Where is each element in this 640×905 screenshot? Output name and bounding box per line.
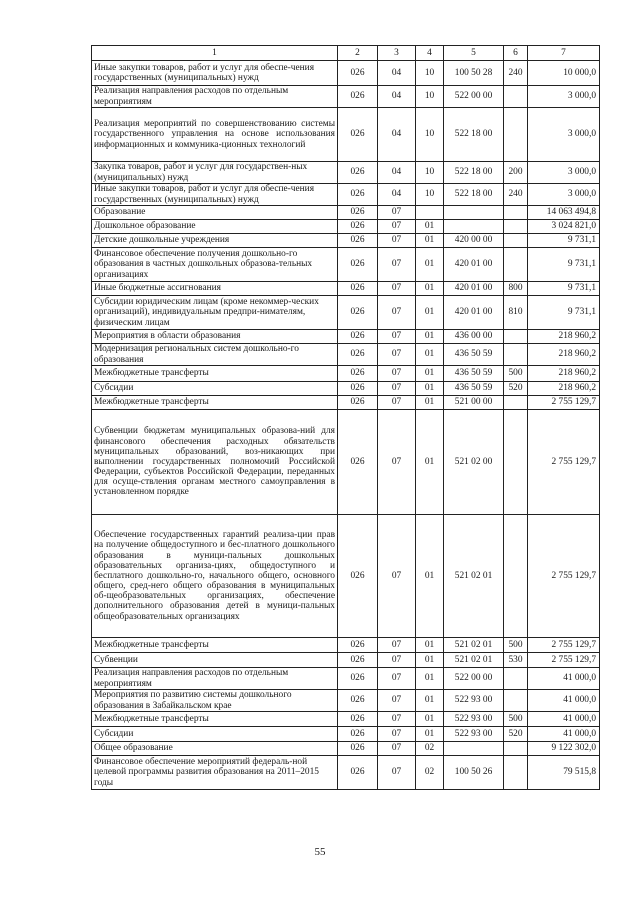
row-c3-cell: 07 <box>378 330 416 344</box>
row-name-cell: Реализация направления расходов по отдельным мероприятиям <box>92 668 338 690</box>
row-c7-cell: 218 960,2 <box>528 382 600 396</box>
table-row <box>92 330 600 344</box>
table-row <box>92 108 600 162</box>
row-c7-cell: 2 755 129,7 <box>528 638 600 653</box>
row-c6-cell <box>504 248 528 282</box>
row-c2-cell: 026 <box>338 638 378 653</box>
table-row <box>92 727 600 742</box>
row-c4-cell: 02 <box>416 742 444 756</box>
row-name-cell: Межбюджетные трансферты <box>92 712 338 727</box>
table-row <box>92 756 600 790</box>
column-header: 1 <box>92 46 338 61</box>
document-page <box>91 45 599 790</box>
table-row <box>92 515 600 638</box>
row-name-cell: Мероприятия по развитию системы дошкольного образования в Забайкальском крае <box>92 690 338 712</box>
row-c6-cell <box>504 410 528 515</box>
row-name-cell: Иные закупки товаров, работ и услуг для обеспе-чения государственных (муниципальных) нужд <box>92 184 338 206</box>
row-c7-cell: 9 122 302,0 <box>528 742 600 756</box>
row-name-cell: Финансовое обеспечение получения дошкольно-го образования в частных дошкольных образова-тельных организациях <box>92 248 338 282</box>
row-c7-cell: 2 755 129,7 <box>528 410 600 515</box>
row-name-cell: Закупка товаров, работ и услуг для государствен-ных (муниципальных) нужд <box>92 162 338 184</box>
column-header: 2 <box>338 46 378 61</box>
row-c5-cell: 100 50 26 <box>444 756 504 790</box>
row-name-cell: Модернизация региональных систем дошкольно-го образования <box>92 344 338 366</box>
row-name-cell: Дошкольное образование <box>92 220 338 234</box>
table-row <box>92 638 600 653</box>
row-c5-cell: 420 01 00 <box>444 282 504 296</box>
row-c5-cell: 522 93 00 <box>444 712 504 727</box>
row-name-cell: Мероприятия в области образования <box>92 330 338 344</box>
row-c5-cell: 436 50 59 <box>444 344 504 366</box>
row-c5-cell: 436 00 00 <box>444 330 504 344</box>
row-c3-cell: 07 <box>378 756 416 790</box>
row-c4-cell <box>416 206 444 220</box>
row-c7-cell: 218 960,2 <box>528 366 600 382</box>
row-c2-cell: 026 <box>338 690 378 712</box>
table-row <box>92 366 600 382</box>
row-c5-cell: 521 02 01 <box>444 515 504 638</box>
row-c6-cell: 240 <box>504 184 528 206</box>
row-c6-cell <box>504 742 528 756</box>
row-c4-cell: 01 <box>416 296 444 330</box>
row-c5-cell: 521 02 01 <box>444 653 504 668</box>
table-row <box>92 184 600 206</box>
row-c7-cell: 41 000,0 <box>528 690 600 712</box>
row-c3-cell: 07 <box>378 382 416 396</box>
row-name-cell: Субвенции <box>92 653 338 668</box>
row-c2-cell: 026 <box>338 344 378 366</box>
row-c2-cell: 026 <box>338 727 378 742</box>
row-c3-cell: 07 <box>378 344 416 366</box>
row-c2-cell: 026 <box>338 234 378 248</box>
row-c3-cell: 07 <box>378 282 416 296</box>
row-c6-cell <box>504 234 528 248</box>
row-c5-cell: 522 93 00 <box>444 690 504 712</box>
table-row <box>92 410 600 515</box>
row-name-cell: Субсидии <box>92 727 338 742</box>
row-c3-cell: 07 <box>378 366 416 382</box>
row-c2-cell: 026 <box>338 108 378 162</box>
row-c5-cell: 522 00 00 <box>444 668 504 690</box>
column-header: 5 <box>444 46 504 61</box>
row-c6-cell: 240 <box>504 61 528 86</box>
row-c7-cell: 9 731,1 <box>528 296 600 330</box>
row-name-cell: Межбюджетные трансферты <box>92 638 338 653</box>
row-c4-cell: 01 <box>416 410 444 515</box>
row-c3-cell: 07 <box>378 668 416 690</box>
table-row <box>92 396 600 410</box>
row-c4-cell: 01 <box>416 344 444 366</box>
row-c4-cell: 01 <box>416 330 444 344</box>
row-c4-cell: 01 <box>416 727 444 742</box>
column-header: 6 <box>504 46 528 61</box>
row-name-cell: Иные закупки товаров, работ и услуг для обеспе-чения государственных (муниципальных) нужд <box>92 61 338 86</box>
table-row <box>92 712 600 727</box>
table-row <box>92 344 600 366</box>
table-row <box>92 162 600 184</box>
table-row <box>92 382 600 396</box>
row-c6-cell <box>504 86 528 108</box>
row-c5-cell <box>444 742 504 756</box>
row-c6-cell: 200 <box>504 162 528 184</box>
row-c5-cell: 521 02 00 <box>444 410 504 515</box>
row-c7-cell: 41 000,0 <box>528 668 600 690</box>
row-c5-cell: 436 50 59 <box>444 382 504 396</box>
row-c3-cell: 07 <box>378 638 416 653</box>
row-c7-cell: 3 000,0 <box>528 184 600 206</box>
row-c2-cell: 026 <box>338 756 378 790</box>
row-c3-cell: 07 <box>378 234 416 248</box>
row-c7-cell: 9 731,1 <box>528 282 600 296</box>
row-c2-cell: 026 <box>338 61 378 86</box>
row-c4-cell: 02 <box>416 756 444 790</box>
row-c4-cell: 10 <box>416 86 444 108</box>
row-c5-cell: 522 18 00 <box>444 162 504 184</box>
row-c2-cell: 026 <box>338 86 378 108</box>
row-c3-cell: 07 <box>378 653 416 668</box>
row-c2-cell: 026 <box>338 220 378 234</box>
row-name-cell: Финансовое обеспечение мероприятий федераль-ной целевой программы развития образования на 2011–2015 годы <box>92 756 338 790</box>
table-header-row <box>92 46 600 61</box>
row-c7-cell: 9 731,1 <box>528 234 600 248</box>
row-c2-cell: 026 <box>338 515 378 638</box>
row-c5-cell: 521 02 01 <box>444 638 504 653</box>
row-c3-cell: 07 <box>378 248 416 282</box>
row-name-cell: Субсидии юридическим лицам (кроме некоммер-ческих организаций), индивидуальным предпри-нимателям, физическим лицам <box>92 296 338 330</box>
table-row <box>92 86 600 108</box>
row-c5-cell <box>444 206 504 220</box>
row-c4-cell: 01 <box>416 396 444 410</box>
row-c6-cell: 520 <box>504 727 528 742</box>
row-c3-cell: 07 <box>378 712 416 727</box>
table-row <box>92 206 600 220</box>
row-c3-cell: 04 <box>378 162 416 184</box>
row-c2-cell: 026 <box>338 184 378 206</box>
row-c6-cell <box>504 668 528 690</box>
row-c2-cell: 026 <box>338 396 378 410</box>
row-c4-cell: 01 <box>416 668 444 690</box>
table-row <box>92 234 600 248</box>
column-header: 3 <box>378 46 416 61</box>
row-name-cell: Образование <box>92 206 338 220</box>
row-c6-cell <box>504 690 528 712</box>
row-c4-cell: 01 <box>416 712 444 727</box>
row-c4-cell: 01 <box>416 366 444 382</box>
row-c3-cell: 07 <box>378 690 416 712</box>
row-c7-cell: 2 755 129,7 <box>528 515 600 638</box>
table-row <box>92 61 600 86</box>
row-c5-cell: 522 00 00 <box>444 86 504 108</box>
row-c2-cell: 026 <box>338 282 378 296</box>
row-c6-cell <box>504 108 528 162</box>
row-name-cell: Иные бюджетные ассигнования <box>92 282 338 296</box>
row-c7-cell: 3 000,0 <box>528 162 600 184</box>
row-c5-cell: 522 18 00 <box>444 108 504 162</box>
row-c2-cell: 026 <box>338 653 378 668</box>
table-row <box>92 296 600 330</box>
row-c4-cell: 10 <box>416 184 444 206</box>
row-name-cell: Субсидии <box>92 382 338 396</box>
row-c2-cell: 026 <box>338 668 378 690</box>
row-name-cell: Межбюджетные трансферты <box>92 396 338 410</box>
column-header: 4 <box>416 46 444 61</box>
row-c2-cell: 026 <box>338 712 378 727</box>
row-c3-cell: 07 <box>378 296 416 330</box>
row-c7-cell: 14 063 494,8 <box>528 206 600 220</box>
row-c7-cell: 2 755 129,7 <box>528 653 600 668</box>
row-c3-cell: 07 <box>378 410 416 515</box>
table-row <box>92 220 600 234</box>
row-c3-cell: 07 <box>378 220 416 234</box>
row-c2-cell: 026 <box>338 366 378 382</box>
row-c2-cell: 026 <box>338 206 378 220</box>
row-c4-cell: 01 <box>416 234 444 248</box>
row-c5-cell <box>444 220 504 234</box>
row-c5-cell: 420 01 00 <box>444 248 504 282</box>
row-name-cell: Обеспечение государственных гарантий реализа-ции прав на получение общедоступного и бес-платного дошкольного образования в муници-пальных дошкольных образовательных организа-циях, общедоступного и бесплатного дошкольно-го, начального общего, основного общего, сред-него общего образования в муниципальных об-щеобразовательных организациях, обеспечение дополнительного образования детей в муници-пальных общеобразовательных организациях <box>92 515 338 638</box>
row-c7-cell: 3 000,0 <box>528 108 600 162</box>
row-c2-cell: 026 <box>338 330 378 344</box>
row-c6-cell <box>504 515 528 638</box>
row-c7-cell: 2 755 129,7 <box>528 396 600 410</box>
column-header: 7 <box>528 46 600 61</box>
row-c4-cell: 10 <box>416 108 444 162</box>
row-c4-cell: 01 <box>416 515 444 638</box>
row-c3-cell: 07 <box>378 396 416 410</box>
row-c5-cell: 522 93 00 <box>444 727 504 742</box>
row-c3-cell: 07 <box>378 515 416 638</box>
row-name-cell: Межбюджетные трансферты <box>92 366 338 382</box>
row-name-cell: Общее образование <box>92 742 338 756</box>
row-c6-cell <box>504 206 528 220</box>
row-c3-cell: 04 <box>378 108 416 162</box>
budget-table <box>91 45 600 790</box>
row-c3-cell: 04 <box>378 86 416 108</box>
row-c6-cell: 500 <box>504 638 528 653</box>
row-c7-cell: 3 000,0 <box>528 86 600 108</box>
row-c7-cell: 3 024 821,0 <box>528 220 600 234</box>
row-c6-cell: 520 <box>504 382 528 396</box>
row-c7-cell: 218 960,2 <box>528 344 600 366</box>
row-c2-cell: 026 <box>338 382 378 396</box>
row-c2-cell: 026 <box>338 162 378 184</box>
row-c4-cell: 01 <box>416 220 444 234</box>
row-c6-cell: 530 <box>504 653 528 668</box>
row-c6-cell <box>504 344 528 366</box>
row-c4-cell: 01 <box>416 653 444 668</box>
row-c7-cell: 218 960,2 <box>528 330 600 344</box>
table-row <box>92 653 600 668</box>
row-name-cell: Детские дошкольные учреждения <box>92 234 338 248</box>
row-c4-cell: 01 <box>416 638 444 653</box>
row-c3-cell: 07 <box>378 206 416 220</box>
row-c7-cell: 41 000,0 <box>528 712 600 727</box>
row-c2-cell: 026 <box>338 296 378 330</box>
table-row <box>92 742 600 756</box>
row-c7-cell: 41 000,0 <box>528 727 600 742</box>
row-c4-cell: 01 <box>416 690 444 712</box>
table-row <box>92 668 600 690</box>
row-c6-cell <box>504 756 528 790</box>
row-c5-cell: 420 01 00 <box>444 296 504 330</box>
row-c3-cell: 04 <box>378 184 416 206</box>
row-c4-cell: 01 <box>416 382 444 396</box>
table-row <box>92 248 600 282</box>
row-c6-cell: 810 <box>504 296 528 330</box>
row-c6-cell: 800 <box>504 282 528 296</box>
row-c2-cell: 026 <box>338 742 378 756</box>
row-c7-cell: 10 000,0 <box>528 61 600 86</box>
row-name-cell: Субвенции бюджетам муниципальных образова-ний для финансового обеспечения расходных обязательств муниципальных образований, воз-никающих при выполнении государственных полномочий Российской Федерации, субъектов Российской Федерации, переданных для осуще-ствления органам местного самоуправления в установленном порядке <box>92 410 338 515</box>
row-name-cell: Реализация мероприятий по совершенствованию системы государственного управления на основе использования информационных и коммуника-ционных технологий <box>92 108 338 162</box>
row-c4-cell: 01 <box>416 282 444 296</box>
table-row <box>92 690 600 712</box>
row-c4-cell: 10 <box>416 162 444 184</box>
row-c6-cell: 500 <box>504 712 528 727</box>
row-c3-cell: 07 <box>378 727 416 742</box>
row-c3-cell: 04 <box>378 61 416 86</box>
row-c2-cell: 026 <box>338 410 378 515</box>
row-c4-cell: 10 <box>416 61 444 86</box>
row-c5-cell: 522 18 00 <box>444 184 504 206</box>
row-name-cell: Реализация направления расходов по отдельным мероприятиям <box>92 86 338 108</box>
row-c6-cell <box>504 396 528 410</box>
row-c5-cell: 436 50 59 <box>444 366 504 382</box>
row-c6-cell <box>504 220 528 234</box>
page-number: 55 <box>314 846 326 858</box>
row-c4-cell: 01 <box>416 248 444 282</box>
row-c5-cell: 100 50 28 <box>444 61 504 86</box>
row-c7-cell: 79 515,8 <box>528 756 600 790</box>
row-c5-cell: 521 00 00 <box>444 396 504 410</box>
row-c6-cell <box>504 330 528 344</box>
table-row <box>92 282 600 296</box>
row-c3-cell: 07 <box>378 742 416 756</box>
row-c2-cell: 026 <box>338 248 378 282</box>
row-c5-cell: 420 00 00 <box>444 234 504 248</box>
row-c7-cell: 9 731,1 <box>528 248 600 282</box>
row-c6-cell: 500 <box>504 366 528 382</box>
